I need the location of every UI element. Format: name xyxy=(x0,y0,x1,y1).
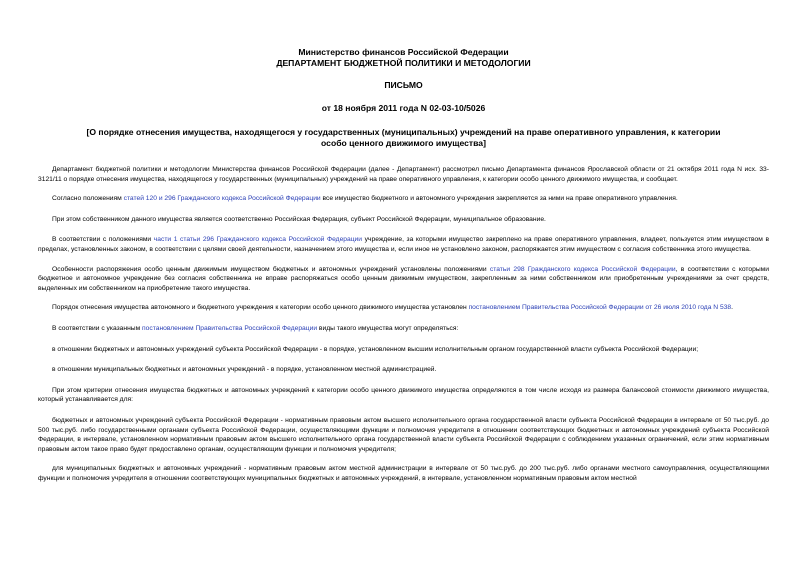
document-title: [О порядке отнесения имущества, находящегося у государственных (муниципальных) учреждений на праве оперативного управления, к категории особо ценного движимого имущества] xyxy=(86,127,721,148)
paragraph-9: в отношении муниципальных бюджетных и автономных учреждений - в порядке, установленном местной администрацией. xyxy=(52,366,437,374)
paragraph-2-text-b: все имущество бюджетного и автономного учреждения закрепляется за ними на праве оперативного управления. xyxy=(320,195,678,203)
paragraph-6-text-a: Порядок отнесения имущества автономного и бюджетного учреждения к категории особо ценного движимого имущества установлен xyxy=(52,304,469,312)
document-date: от 18 ноября 2011 года N 02-03-10/5026 xyxy=(321,102,486,113)
paragraph-3: При этом собственником данного имущества является соответственно Российская Федерация, субъект Российской Федерации, муниципальное образование. xyxy=(52,215,546,223)
paragraph-10: При этом критерии отнесения имущества бюджетных и автономных учреждений к категории особо ценного движимого имущества определяются в том числе исходя из размера балансовой стоимости движимого имущества, который устанавливается для: xyxy=(38,386,769,404)
paragraph-4-text-b: учреждение, за которыми имущество закреплено на праве оперативного управления, владеет, пользуется этим имуществом в пределах, установленных законом, в соответствии с целями своей деятельности, назначением этого имущества и, если иное не установлено законом, распоряжается этим имуществом с согласия собственника этого имущества. xyxy=(38,236,769,253)
link-government-resolution[interactable]: постановлением Правительства Российской Федерации xyxy=(142,324,318,332)
paragraph-7 xyxy=(38,324,769,334)
paragraph-5-text-b: , в соответствии с которыми бюджетное и автономное учреждение без согласия собственника не вправе распоряжаться особо ценным движимым имуществом, закрепленным за ними собственником или приобретенным учреждениями за счет средств, выделенных им собственником на приобретение такого имущества. xyxy=(38,265,769,292)
paragraph-4-text-a: В соответствии с положениями xyxy=(52,236,154,244)
paragraph-12: для муниципальных бюджетных и автономных учреждений - нормативным правовым актом местной администрации в интервале от 50 тыс.руб. до 200 тыс.руб. либо органами местного самоуправления, осуществляющими функции и полномочия учредителя в отношении соответствующих муниципальных бюджетных и автономных учреждений, в интервале, установленном нормативным правовым актом местной xyxy=(38,465,769,482)
paragraph-6-text-b: . xyxy=(731,304,733,312)
document-type: ПИСЬМО xyxy=(384,80,423,90)
paragraph-2 xyxy=(38,194,769,204)
paragraph-7-text-b: виды такого имущества могут определяться: xyxy=(317,324,459,332)
paragraph-6 xyxy=(38,303,769,313)
paragraph-5-text-a: Особенности распоряжения особо ценным движимым имуществом бюджетных и автономных учреждений установлены положениями xyxy=(52,265,490,273)
paragraph-1: Департамент бюджетной политики и методологии Министерства финансов Российской Федерации (далее - Департамент) рассмотрел письмо Департамента финансов Ярославской области от 21 октября 2011 года N исх. 33-3121/11 о порядке отнесения имущества, находящегося у государственных (муниципальных) учреждений на праве оперативного управления, к категории особо ценного движимого имущества, и сообщает. xyxy=(38,166,769,183)
link-article-298[interactable]: статьи 298 Гражданского кодекса Российской Федерации xyxy=(489,265,676,273)
link-article-296-part-1[interactable]: части 1 статьи 296 Гражданского кодекса Российской Федерации xyxy=(153,236,363,244)
paragraph-8: в отношении бюджетных и автономных учреждений субъекта Российской Федерации - в порядке, установленном высшим исполнительным органом государственной власти субъекта Российской Федерации; xyxy=(52,345,699,353)
ministry-name: Министерство финансов Российской Федерации xyxy=(298,47,509,57)
paragraph-4 xyxy=(38,235,769,254)
link-articles-120-296[interactable]: статей 120 и 296 Гражданского кодекса Российской Федерации xyxy=(123,195,321,203)
paragraph-11: бюджетных и автономных учреждений субъекта Российской Федерации - нормативным правовым актом высшего исполнительного органа государственной власти субъекта Российской Федерации в интервале от 50 тыс.руб. до 500 тыс.руб. либо государственными органами субъекта Российской Федерации, осуществляющими функции и полномочия учредителя в отношении соответствующих бюджетных и автономных учреждений субъекта Российской Федерации, в интервале, установленном нормативным правовым актом высшего исполнительного органа государственной власти субъекта Российской Федерации с соблюдением указанных ограничений, если этим нормативным правовым актом такое право будет предоставлено органам, осуществляющим функции и полномочия учредителя; xyxy=(38,416,769,453)
paragraph-2-text-a: Согласно положениям xyxy=(52,195,124,203)
department-name: ДЕПАРТАМЕНТ БЮДЖЕТНОЙ ПОЛИТИКИ И МЕТОДОЛОГИИ xyxy=(276,57,531,68)
link-resolution-538[interactable]: постановлением Правительства Российской Федерации от 26 июля 2010 года N 538 xyxy=(468,304,732,312)
paragraph-7-text-a: В соответствии с указанным xyxy=(52,324,143,332)
paragraph-5 xyxy=(38,265,769,294)
